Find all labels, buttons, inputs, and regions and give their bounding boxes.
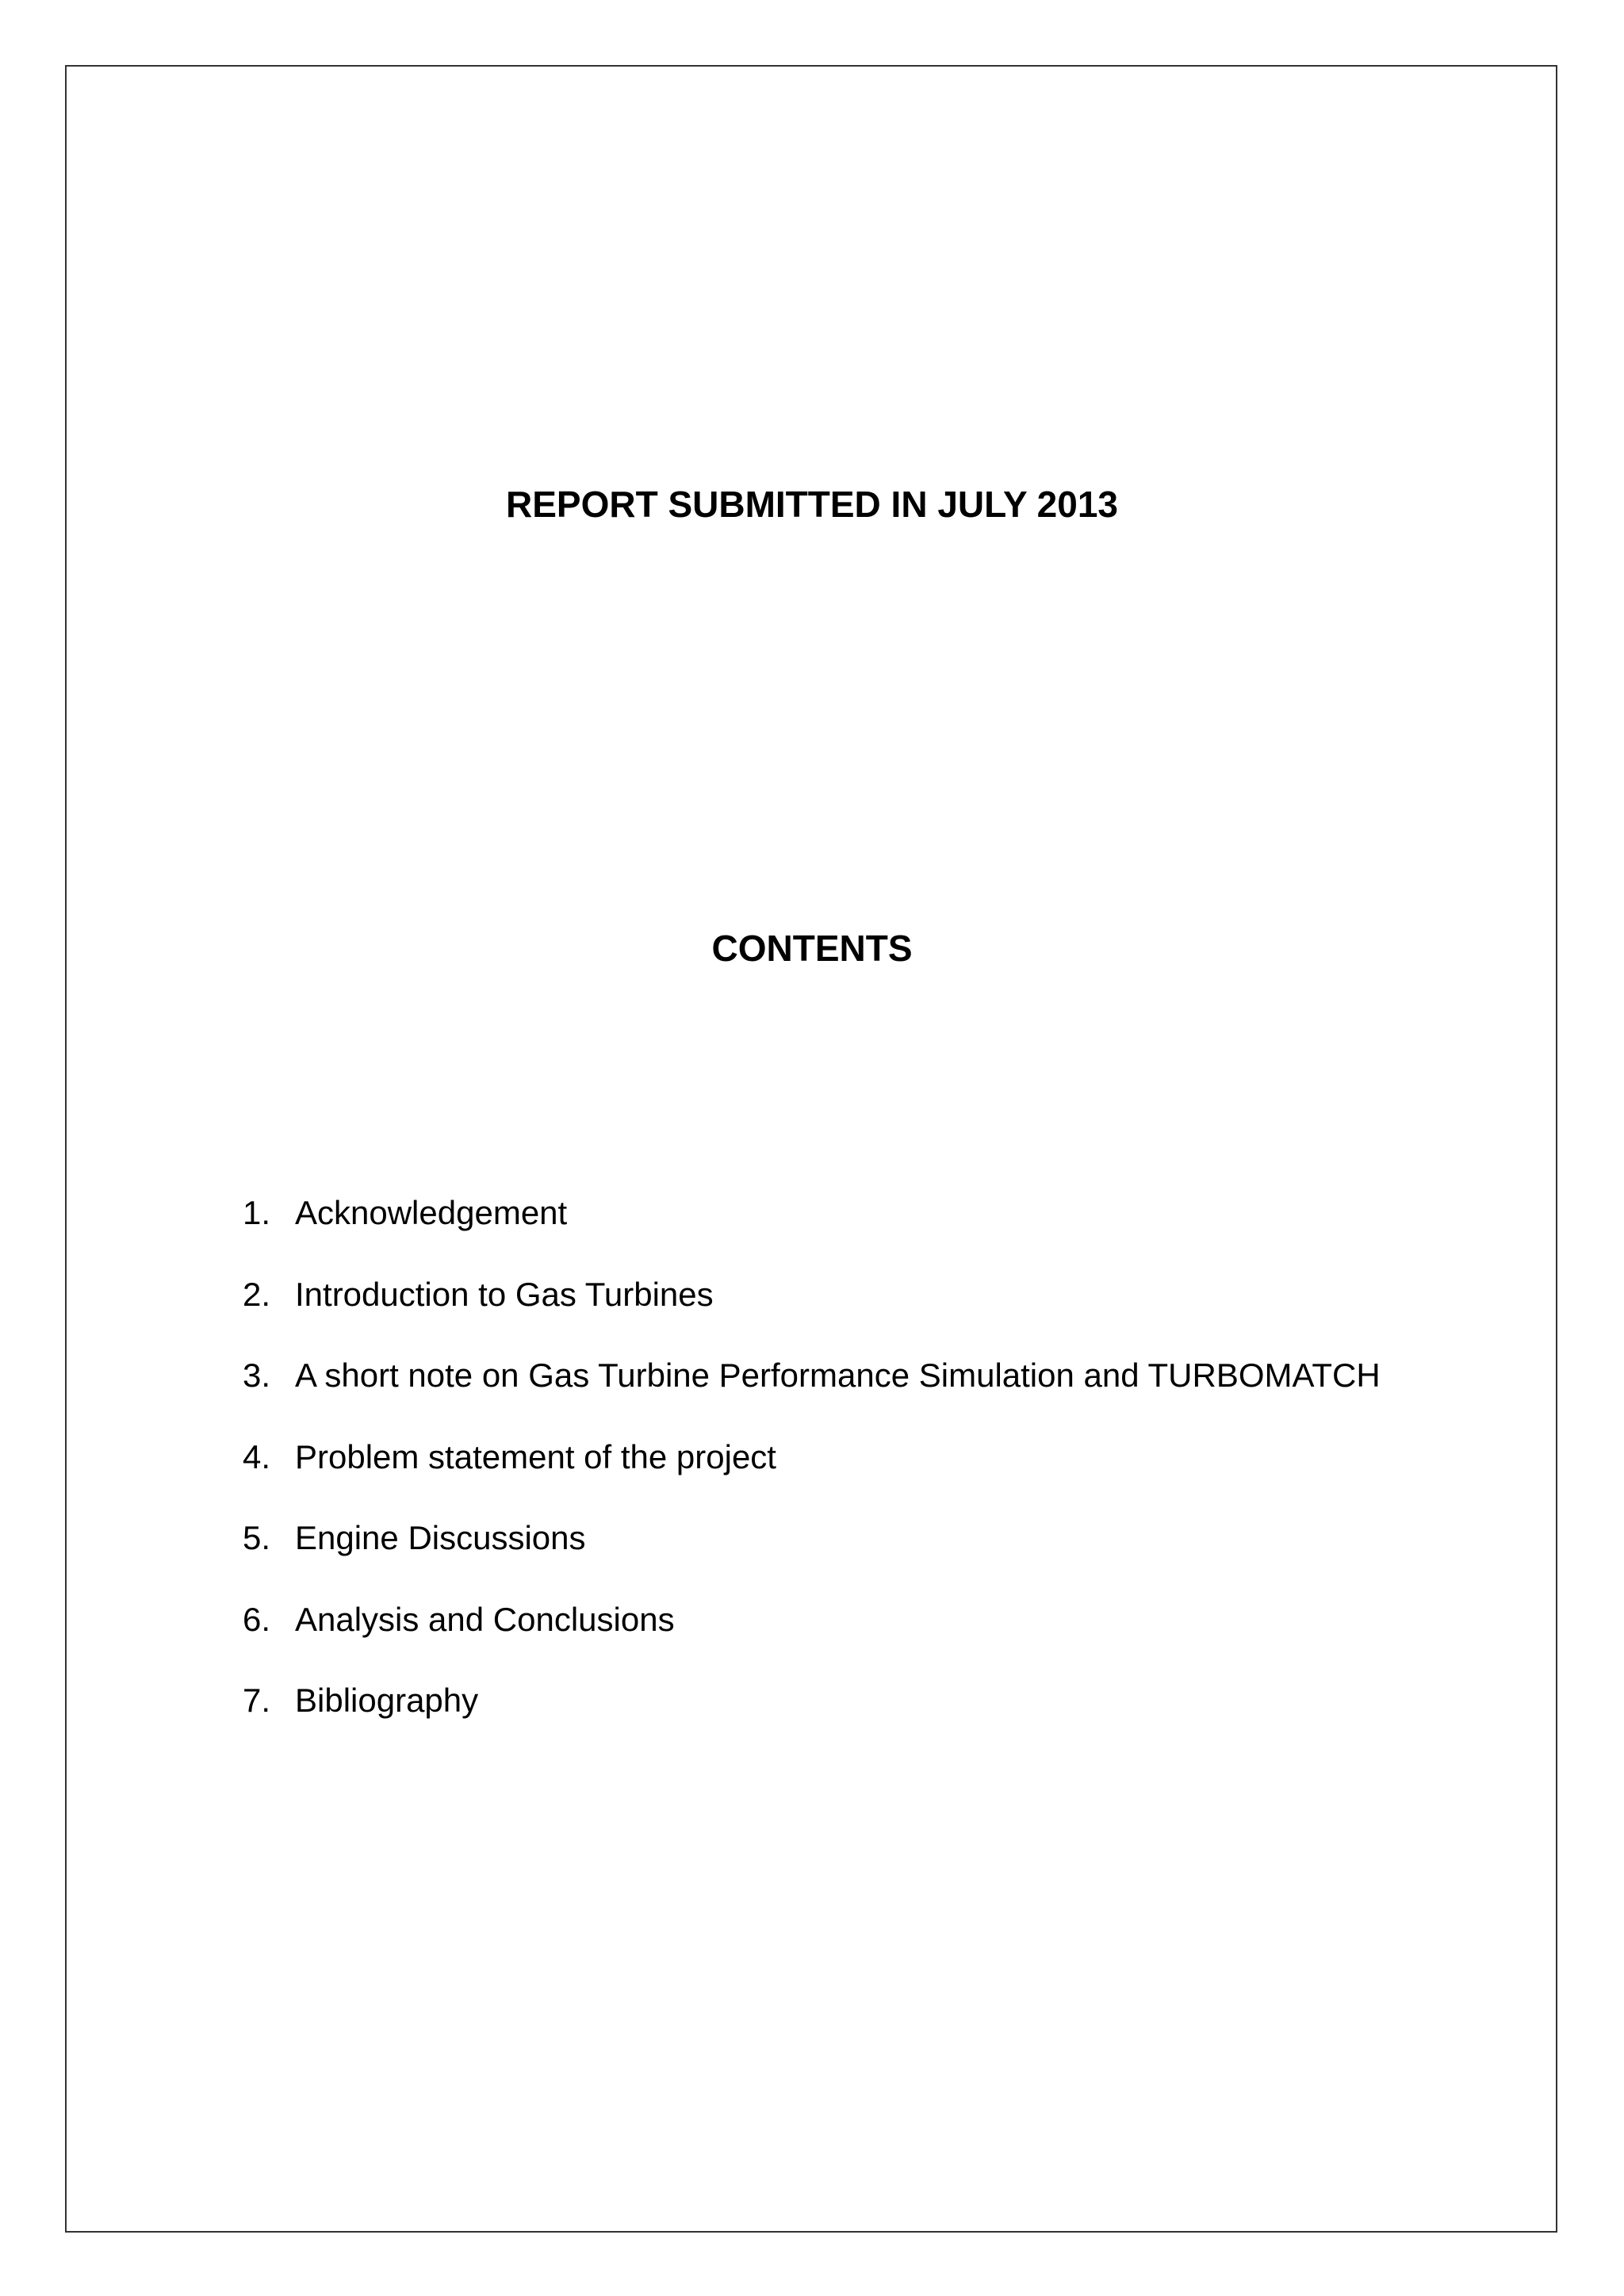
contents-item xyxy=(243,1514,1381,1596)
contents-item-number: 2. xyxy=(243,1275,271,1313)
contents-item-number: 5. xyxy=(243,1519,271,1556)
contents-item-label: A short note on Gas Turbine Performance Simulation and TURBOMATCH xyxy=(295,1357,1381,1394)
contents-item xyxy=(243,1677,1381,1758)
contents-item-number: 4. xyxy=(243,1437,271,1475)
contents-item-label: Analysis and Conclusions xyxy=(295,1600,675,1638)
contents-item-label: Introduction to Gas Turbines xyxy=(295,1275,714,1313)
contents-item-number: 7. xyxy=(243,1682,271,1719)
contents-heading: CONTENTS xyxy=(711,928,913,969)
contents-item-number: 6. xyxy=(243,1600,271,1638)
contents-item-number: 1. xyxy=(243,1194,271,1231)
contents-item xyxy=(243,1271,1381,1353)
contents-list xyxy=(243,1189,1381,1758)
contents-item-label: Acknowledgement xyxy=(295,1194,568,1231)
contents-item xyxy=(243,1352,1381,1433)
contents-item xyxy=(243,1596,1381,1678)
contents-item xyxy=(243,1433,1381,1515)
report-title: REPORT SUBMITTED IN JULY 2013 xyxy=(506,484,1118,525)
contents-item-label: Bibliography xyxy=(295,1682,479,1719)
page-border xyxy=(65,65,1557,2233)
contents-item-label: Engine Discussions xyxy=(295,1519,586,1556)
contents-item-number: 3. xyxy=(243,1357,271,1394)
contents-item-label: Problem statement of the project xyxy=(295,1437,776,1475)
contents-item xyxy=(243,1189,1381,1271)
